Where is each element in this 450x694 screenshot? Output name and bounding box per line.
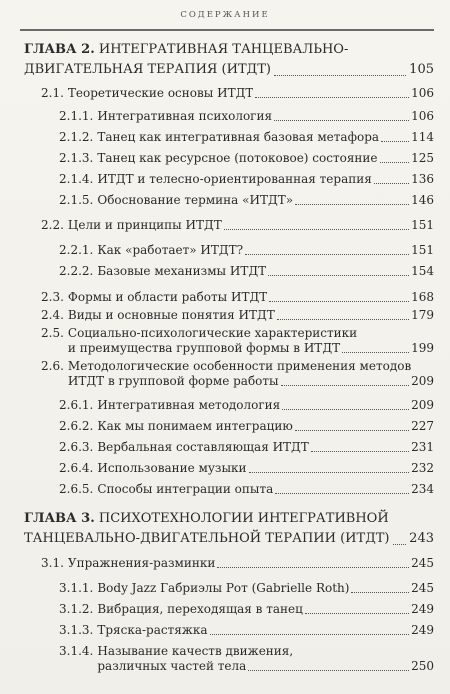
entry-title-line2: ИТДТ в групповой форме работы bbox=[67, 374, 279, 388]
leader-dots bbox=[249, 472, 410, 473]
page-number: 154 bbox=[411, 264, 434, 278]
toc-entry bbox=[41, 218, 434, 233]
entry-title-line1: Называние качеств движения, bbox=[97, 644, 294, 658]
toc-entry bbox=[59, 130, 434, 145]
toc-entry bbox=[41, 290, 434, 305]
entry-number: 2.6.3. bbox=[59, 440, 94, 454]
entry-title-line2: различных частей тела bbox=[97, 659, 247, 673]
toc-entry bbox=[59, 461, 434, 476]
toc-entry bbox=[59, 264, 434, 279]
leader-dots bbox=[374, 183, 409, 184]
leader-dots bbox=[342, 352, 409, 353]
page-number: 249 bbox=[411, 623, 434, 637]
page-number: 209 bbox=[411, 374, 434, 388]
page-number: 249 bbox=[411, 602, 434, 616]
entry-title: Теоретические основы ИТДТ bbox=[67, 86, 254, 100]
entry-number: 2.1.2. bbox=[59, 130, 94, 144]
page-number: 232 bbox=[411, 461, 434, 475]
entry-title: ИТДТ и телесно-ориентированная терапия bbox=[97, 172, 372, 186]
leader-dots bbox=[281, 385, 410, 386]
toc-entry bbox=[41, 556, 434, 571]
leader-dots bbox=[217, 567, 409, 568]
running-head: СОДЕРЖАНИЕ bbox=[180, 10, 270, 20]
entry-number: 2.2.2. bbox=[59, 264, 94, 278]
entry-title: Тряска-растяжка bbox=[97, 623, 208, 637]
entry-number: 2.6. bbox=[41, 359, 64, 373]
toc-entry bbox=[59, 482, 434, 497]
entry-title-line1: Методологические особенности применения методов bbox=[67, 359, 412, 373]
leader-dots bbox=[351, 592, 409, 593]
entry-title: Интегративная методология bbox=[97, 398, 281, 412]
entry-number: 3.1.2. bbox=[59, 602, 94, 616]
page-number: 146 bbox=[411, 193, 434, 207]
leader-dots bbox=[224, 229, 409, 230]
page-number: 106 bbox=[411, 86, 434, 100]
entry-number: 3.1. bbox=[41, 556, 64, 570]
entry-title-line1: Социально-психологические характеристики bbox=[67, 326, 358, 340]
leader-dots bbox=[311, 451, 409, 452]
entry-number: 2.1.5. bbox=[59, 193, 94, 207]
toc-entry bbox=[41, 326, 434, 356]
entry-title: Вербальная составляющая ИТДТ bbox=[97, 440, 309, 454]
chapter-label: ГЛАВА 2. bbox=[24, 42, 95, 57]
entry-number: 2.1.1. bbox=[59, 109, 94, 123]
toc-entry bbox=[59, 623, 434, 638]
entry-title: Танец как интегративная базовая метафора bbox=[97, 130, 380, 144]
page-number: 245 bbox=[411, 556, 434, 570]
chapter-title-line2: ДВИГАТЕЛЬНАЯ ТЕРАПИЯ (ИТДТ) bbox=[24, 62, 271, 77]
header-rule bbox=[20, 29, 434, 31]
page-number: 231 bbox=[411, 440, 434, 454]
entry-number: 2.4. bbox=[41, 308, 64, 322]
entry-title: Танец как ресурсное (потоковое) состояние bbox=[97, 151, 378, 165]
page-number: 151 bbox=[411, 218, 434, 232]
page-number: 227 bbox=[411, 419, 434, 433]
chapter-3-heading bbox=[24, 509, 434, 549]
leader-dots bbox=[248, 670, 409, 671]
chapter-title-line2: ТАНЦЕВАЛЬНО-ДВИГАТЕЛЬНОЙ ТЕРАПИИ (ИТДТ) bbox=[24, 531, 390, 546]
entry-number: 2.3. bbox=[41, 290, 64, 304]
toc-entry bbox=[41, 308, 434, 323]
chapter-2-heading bbox=[24, 40, 434, 80]
toc-entry bbox=[59, 440, 434, 455]
leader-dots bbox=[381, 141, 409, 142]
entry-number: 2.6.1. bbox=[59, 398, 94, 412]
leader-dots bbox=[275, 493, 409, 494]
page-number: 209 bbox=[411, 398, 434, 412]
page-number: 105 bbox=[409, 62, 434, 77]
page-number: 151 bbox=[411, 243, 434, 257]
page-number: 106 bbox=[411, 109, 434, 123]
leader-dots bbox=[295, 204, 409, 205]
chapter-title-line1: ИНТЕГРАТИВНАЯ ТАНЦЕВАЛЬНО- bbox=[98, 42, 349, 57]
entry-title: Использование музыки bbox=[97, 461, 247, 475]
entry-number: 3.1.1. bbox=[59, 581, 94, 595]
toc-entry bbox=[59, 243, 434, 258]
toc-entry bbox=[59, 644, 434, 674]
leader-dots bbox=[380, 162, 410, 163]
leader-dots bbox=[255, 97, 409, 98]
page-number: 245 bbox=[411, 581, 434, 595]
entry-number: 2.6.2. bbox=[59, 419, 94, 433]
entry-number: 3.1.3. bbox=[59, 623, 94, 637]
entry-number: 2.6.4. bbox=[59, 461, 94, 475]
entry-number: 2.1.4. bbox=[59, 172, 94, 186]
entry-title: Вибрация, переходящая в танец bbox=[97, 602, 303, 616]
chapter-title-line1: ПСИХОТЕХНОЛОГИИ ИНТЕГРАТИВНОЙ bbox=[98, 511, 389, 526]
entry-number: 2.2.1. bbox=[59, 243, 94, 257]
leader-dots bbox=[277, 319, 409, 320]
entry-title: Как мы понимаем интеграцию bbox=[97, 419, 293, 433]
entry-title: Базовые механизмы ИТДТ bbox=[97, 264, 267, 278]
toc-entry bbox=[59, 581, 434, 596]
leader-dots bbox=[274, 75, 406, 76]
entry-number: 2.5. bbox=[41, 326, 64, 340]
entry-title: Способы интеграции опыта bbox=[97, 482, 274, 496]
entry-title: Цели и принципы ИТДТ bbox=[67, 218, 222, 232]
entry-number: 2.2. bbox=[41, 218, 64, 232]
page-number: 234 bbox=[411, 482, 434, 496]
entry-title: Интегративная психология bbox=[97, 109, 273, 123]
toc-entry bbox=[59, 109, 434, 124]
entry-number: 2.1. bbox=[41, 86, 64, 100]
entry-number: 2.1.3. bbox=[59, 151, 94, 165]
entry-title: Как «работает» ИТДТ? bbox=[97, 243, 244, 257]
entry-title: Виды и основные понятия ИТДТ bbox=[67, 308, 275, 322]
table-of-contents bbox=[24, 35, 434, 674]
toc-entry bbox=[59, 602, 434, 617]
leader-dots bbox=[295, 430, 409, 431]
toc-entry bbox=[59, 419, 434, 434]
page-number: 114 bbox=[411, 130, 434, 144]
entry-number: 2.6.5. bbox=[59, 482, 94, 496]
leader-dots bbox=[269, 301, 409, 302]
page-number: 250 bbox=[411, 659, 434, 673]
toc-entry bbox=[59, 172, 434, 187]
page-number: 179 bbox=[411, 308, 434, 322]
page-number: 136 bbox=[411, 172, 434, 186]
leader-dots bbox=[282, 409, 409, 410]
page-number: 199 bbox=[411, 341, 434, 355]
toc-entry bbox=[41, 86, 434, 101]
toc-entry bbox=[59, 151, 434, 166]
page-number: 168 bbox=[411, 290, 434, 304]
page-number: 243 bbox=[409, 531, 434, 546]
entry-number: 3.1.4. bbox=[59, 644, 94, 658]
entry-title: Обоснование термина «ИТДТ» bbox=[97, 193, 294, 207]
entry-title: Формы и области работы ИТДТ bbox=[67, 290, 268, 304]
leader-dots bbox=[268, 275, 409, 276]
leader-dots bbox=[274, 120, 409, 121]
page-number: 125 bbox=[411, 151, 434, 165]
leader-dots bbox=[245, 254, 409, 255]
entry-title: Body Jazz Габриэлы Рот (Gabrielle Roth) bbox=[97, 581, 350, 595]
leader-dots bbox=[393, 544, 407, 545]
entry-title-line2: и преимущества групповой формы в ИТДТ bbox=[67, 341, 341, 355]
leader-dots bbox=[305, 613, 409, 614]
toc-entry bbox=[59, 398, 434, 413]
chapter-label: ГЛАВА 3. bbox=[24, 511, 95, 526]
toc-entry bbox=[59, 193, 434, 208]
toc-entry bbox=[41, 359, 434, 389]
leader-dots bbox=[210, 634, 410, 635]
entry-title: Упражнения-разминки bbox=[67, 556, 216, 570]
